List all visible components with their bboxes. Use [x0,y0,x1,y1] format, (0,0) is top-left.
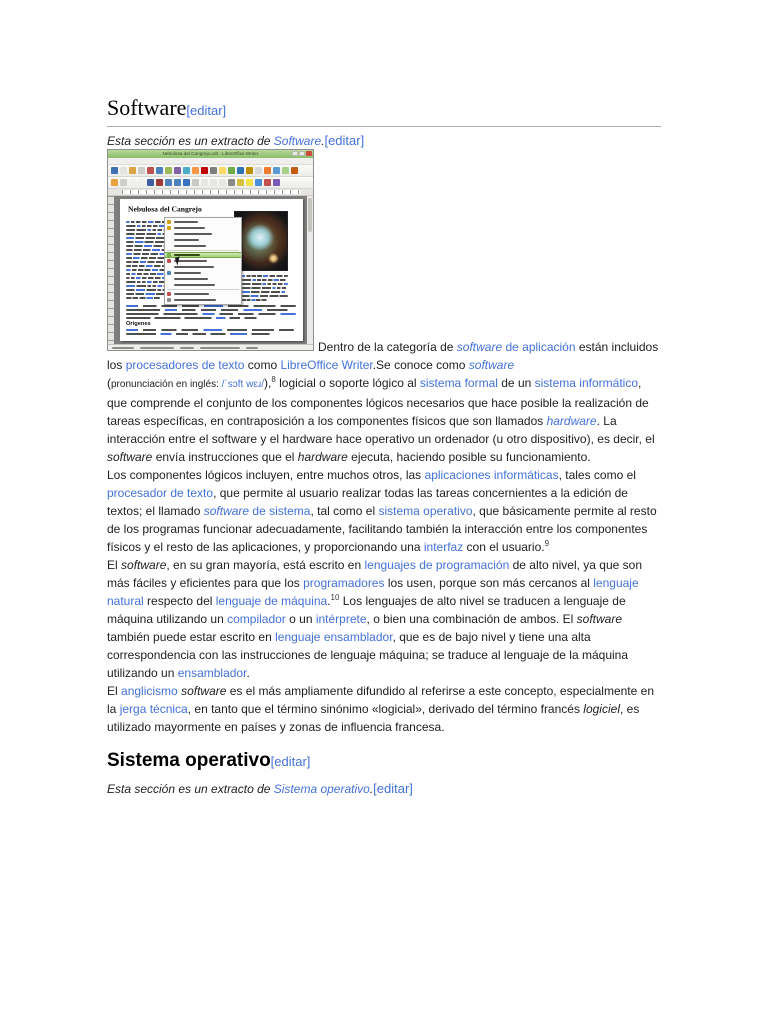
toolbar-icon [255,167,262,174]
text-segment: software [181,684,227,698]
page-title: Software [107,95,187,120]
section-heading: Sistema operativo [107,750,271,771]
menu-item-label [174,227,205,229]
toolbar-icon [111,179,118,186]
text-segment: , es utilizado mayormente en países y zonas de influencia francesa. [107,702,640,734]
text-segment: 8 [271,375,276,384]
menu-item-label [174,272,201,274]
toolbar-icon [291,167,298,174]
text-segment: Los componentes lógicos incluyen, entre muchos otros, las [107,468,425,482]
wiki-link[interactable]: intérprete [315,612,367,626]
doc-text-line [126,313,296,315]
toolbar-icon [120,167,127,174]
writer-vertical-ruler [108,196,114,344]
text-segment: ( [107,376,111,390]
text-segment: , tal como el [310,504,379,518]
extract-note-sistema [107,781,661,797]
wiki-link[interactable]: hardware [546,414,597,428]
paragraph-text [107,340,658,464]
doc-text-line [126,317,262,319]
menu-item-icon [167,253,171,257]
minimize-icon [292,151,298,156]
toolbar-icon [201,167,208,174]
writer-statusbar [108,344,313,350]
wiki-link[interactable]: interfaz [423,540,464,554]
text-segment: . [369,782,374,796]
toolbar-icon [219,179,226,186]
text-segment: . [327,594,331,608]
wiki-link[interactable]: software [456,340,503,354]
doc-text-line [126,329,294,331]
text-segment: envía instrucciones que el [152,450,298,464]
text-segment: respecto del [143,594,216,608]
toolbar-icon [129,179,136,186]
toolbar-icon [255,179,262,186]
toolbar-icon [273,179,280,186]
paragraph-software-intro [107,149,661,466]
doc-text-bottom [126,329,294,337]
wiki-link[interactable]: sistema operativo [378,504,473,518]
menu-item-icon [167,271,171,275]
text-segment: , o bien una combinación de ambos. El [366,612,577,626]
context-menu-item [165,297,241,303]
wiki-link[interactable]: programadores [303,576,385,590]
text-segment: ejecuta, haciendo posible su funcionamiento. [347,450,591,464]
statusbar-item [140,347,174,349]
text-segment: , en tanto que el término sinónimo «logicial», derivado del término francés [187,702,584,716]
wiki-link[interactable]: aplicaciones informáticas [424,468,559,482]
wiki-link[interactable]: sistema formal [419,376,498,390]
text-segment: 9 [544,539,550,548]
text-segment: hardware [297,450,348,464]
menu-separator [167,250,239,251]
wiki-link[interactable]: de sistema [249,504,311,518]
menu-item-label [174,299,216,301]
crab-nebula-image [234,211,288,271]
wiki-link[interactable]: lenguaje ensamblador [275,630,393,644]
wiki-link[interactable]: procesadores de texto [125,358,245,372]
wiki-link[interactable]: software [203,504,250,518]
writer-ruler [108,189,313,196]
edit-link[interactable]: [editar] [186,103,227,118]
wiki-link[interactable]: procesador de texto [107,486,214,500]
toolbar-icon [165,179,172,186]
toolbar-icon [111,167,118,174]
edit-link[interactable]: [editar] [373,781,413,796]
toolbar-icon [228,179,235,186]
statusbar-item [112,347,134,349]
toolbar-icon [246,179,253,186]
menu-item-label [174,284,215,286]
toolbar-icon [147,167,154,174]
writer-document-page [120,199,303,341]
toolbar-icon [264,167,271,174]
text-segment: 10 [330,593,340,602]
text-segment: pronunciación en inglés: [111,379,222,390]
toolbar-icon [183,167,190,174]
doc-text-line [242,291,288,293]
close-icon [306,151,312,156]
wiki-link[interactable]: /ˈsɔft wɛɹ/ [221,379,264,390]
menu-item-icon [167,226,171,230]
text-segment: , que básicamente permite al resto de los programas funcionar adecuadamente, facilitando también la interacción entre los componentes físicos y el resto de las aplicaciones, y proporcionando una [107,504,657,554]
text-segment: , que permite al usuario realizar todas las tareas concernientes a la edición de textos; el llamado [107,486,628,518]
text-segment: El [107,684,122,698]
text-segment: , que es de bajo nivel y tiene una alta correspondencia con las instrucciones de lenguaje máquina; se traduce al lenguaje de la máquina utilizando un [107,630,629,680]
menu-item-label [174,245,206,247]
menu-item-label [174,293,209,295]
toolbar-icon [219,167,226,174]
toolbar-icon [273,167,280,174]
edit-link[interactable]: [editar] [324,133,365,148]
menu-item-label [174,266,214,268]
toolbar-icon [282,167,289,174]
doc-text-line [242,295,288,297]
toolbar-icon [138,179,145,186]
extract-note [107,133,661,149]
text-segment: con el usuario. [463,540,545,554]
text-segment: logiciel [583,702,620,716]
wiki-link[interactable]: Sistema operativo [273,782,370,796]
toolbar-icon [210,179,217,186]
section-divider [107,126,661,127]
writer-doc-subheading: Orígenes [126,321,151,327]
text-segment: Esta sección es un extracto de [107,134,274,148]
toolbar-icon [201,179,208,186]
article-content [107,95,661,797]
text-segment: .Se conoce como [372,358,469,372]
toolbar-icon [147,179,154,186]
menu-item-icon [167,220,171,224]
toolbar-icon [156,179,163,186]
text-segment: , en su gran mayoría, está escrito en [166,558,365,572]
menu-item-label [174,239,199,241]
writer-toolbar-formatting [108,177,313,189]
context-menu-item [165,282,241,288]
writer-doc-heading: Nebulosa del Cangrejo [128,205,202,214]
paragraph-componentes [107,466,661,556]
menu-item-icon [167,292,171,296]
wiki-link[interactable]: software [468,358,515,372]
toolbar-icon [192,167,199,174]
text-segment: . La interacción entre el software y el hardware hace operativo un ordenador (u otro dispositivo), es decir, el [107,414,655,446]
text-segment: los usen, porque son más cercanos al [384,576,594,590]
writer-document-area [108,196,313,344]
menu-item-icon [167,259,171,263]
menu-separator [167,289,239,290]
text-segment: software [576,612,623,626]
toolbar-icon [210,167,217,174]
text-segment: software [107,450,153,464]
text-segment: o un [285,612,316,626]
text-segment: , tales como el [558,468,636,482]
toolbar-icon [174,167,181,174]
text-segment: están incluidos los [107,340,659,372]
text-segment: es el más ampliamente difundido al referirse a este concepto, especialmente en la [107,684,654,716]
doc-text-line [126,305,296,307]
toolbar-icon [192,179,199,186]
doc-text-line [242,299,267,301]
wiki-link[interactable]: lenguaje natural [107,576,639,608]
toolbar-icon [138,167,145,174]
writer-titlebar [108,150,313,158]
doc-text-right-column [242,275,288,303]
menu-item-label [174,233,212,235]
toolbar-icon [129,167,136,174]
maximize-icon [299,151,305,156]
paragraph-anglicismo [107,682,661,736]
statusbar-item [200,347,240,349]
paragraph-lenguajes [107,556,661,682]
toolbar-icon [237,167,244,174]
text-segment: software [121,558,167,572]
text-segment: Dentro de la categoría de [318,340,457,354]
text-segment: , que comprende el conjunto de los componentes lógicos necesarios que hace posible la realización de tareas específicas, en contraposición a los componentes físicos que son llamados [107,376,649,428]
toolbar-icon [183,179,190,186]
toolbar-icon [174,179,181,186]
doc-text-line [242,287,288,289]
writer-menubar [108,158,313,165]
doc-text-line [242,283,288,285]
writer-window-title: Nebulosa del Cangrejo.odt - LibreOffice Writer [162,151,259,157]
doc-text-line [126,297,160,299]
wiki-link[interactable]: anglicismo [121,684,178,698]
wiki-link[interactable]: lenguaje de máquina [215,594,328,608]
text-segment: ), [264,376,272,390]
text-segment: . [246,666,250,680]
statusbar-item [180,347,194,349]
doc-text-line [126,333,277,335]
section-heading-row [107,750,661,773]
text-segment: . [321,134,325,148]
page-title-row [107,95,661,124]
toolbar-icon [156,167,163,174]
doc-text-line [242,275,288,277]
wiki-link[interactable]: ensamblador [177,666,247,680]
menu-item-label [174,221,198,223]
toolbar-icon [246,167,253,174]
edit-link-sistema[interactable]: [editar] [270,754,311,769]
wiki-link[interactable]: Software [273,134,322,148]
wiki-link[interactable]: de aplicación [502,340,576,354]
writer-toolbar-standard [108,165,313,177]
wiki-link[interactable]: lenguajes de programación [364,558,510,572]
toolbar-icon [237,179,244,186]
text-segment: logicial o soporte lógico al [275,376,420,390]
toolbar-icon [228,167,235,174]
menu-item-label [174,278,208,280]
wiki-link[interactable]: sistema informático [534,376,638,390]
wiki-link[interactable]: jerga técnica [119,702,188,716]
text-segment: Esta sección es un extracto de [107,782,274,796]
statusbar-item [246,347,258,349]
text-segment: de alto nivel, ya que son más fáciles y eficientes para que los [107,558,643,590]
text-segment: también puede estar escrito en [107,630,276,644]
text-segment: de un [497,376,535,390]
text-segment: El [107,558,122,572]
toolbar-icon [165,167,172,174]
menu-item-icon [167,298,171,302]
writer-scrollbar [307,196,313,344]
toolbar-icon [120,179,127,186]
text-segment: como [244,358,281,372]
text-segment: Los lenguajes de alto nivel se traducen a lenguaje de máquina utilizando un [107,594,626,626]
toolbar-icon [264,179,271,186]
wiki-link[interactable]: LibreOffice Writer [280,358,373,372]
context-menu-item [165,243,241,249]
doc-text-line [242,279,288,281]
doc-text-block [126,305,296,321]
libreoffice-writer-screenshot[interactable] [107,149,314,351]
doc-text-line [126,309,296,311]
wiki-link[interactable]: compilador [227,612,286,626]
